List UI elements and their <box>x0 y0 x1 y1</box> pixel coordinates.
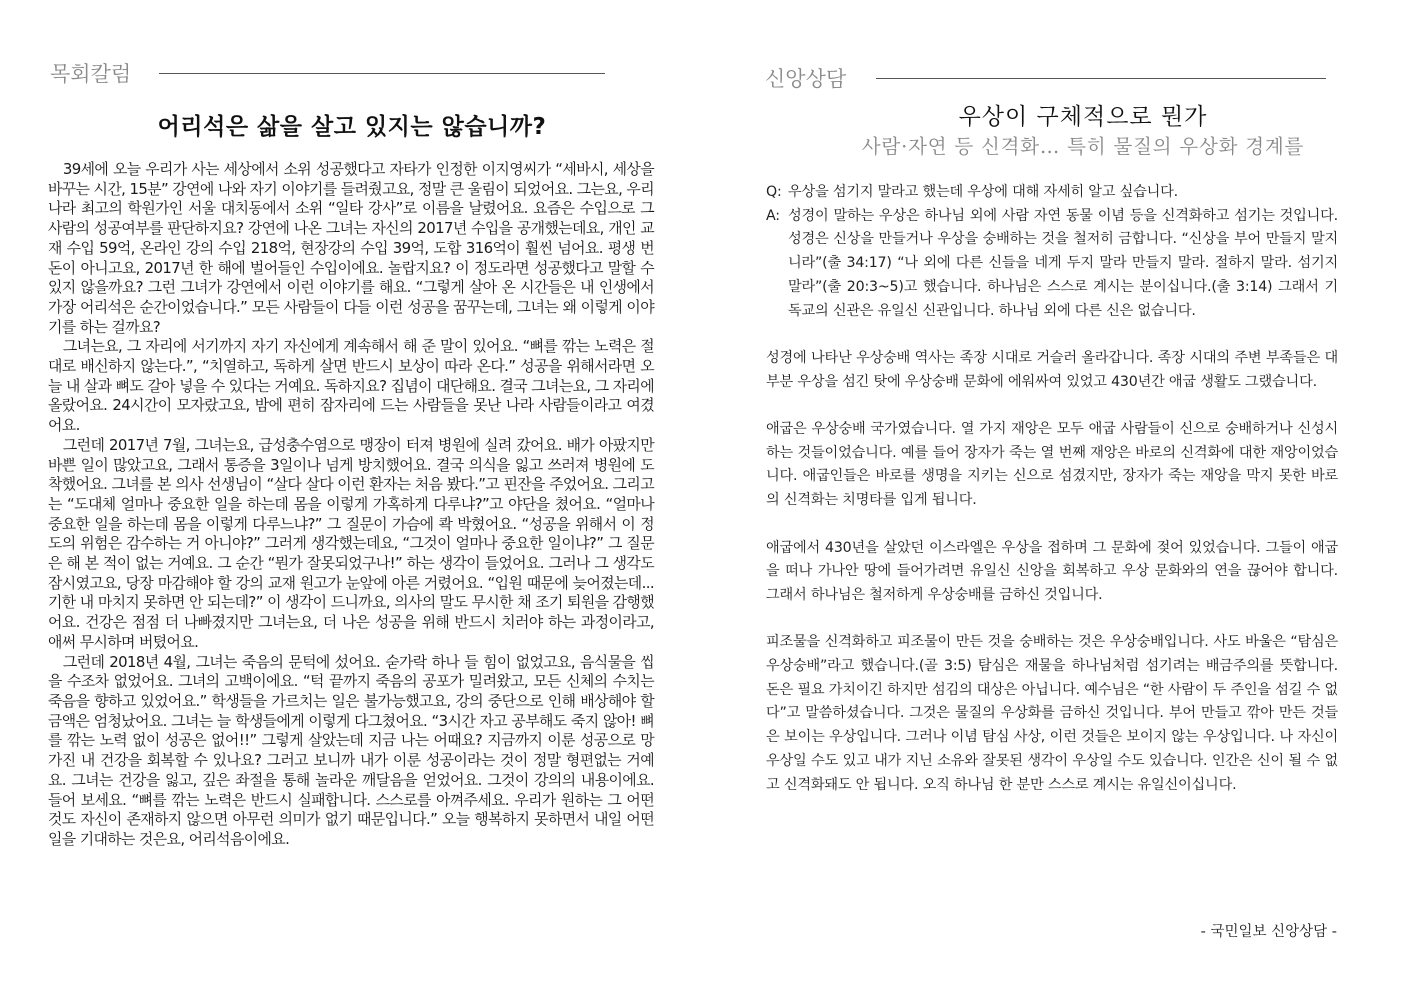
right-article-body <box>766 181 1338 797</box>
left-section-header <box>50 58 605 88</box>
right-paragraph: 애굽은 우상숭배 국가였습니다. 열 가지 재앙은 모두 애굽 사람들이 신으로 숭배하거나 신성시하는 것들이었습니다. 예를 들어 장자가 죽는 열 번째 재앙은 바로의 신격화에 대한 재앙이었습니다. 애굽인들은 바로를 생명을 지키는 신으로 섬겼지만, 장자가 죽는 재앙을 막지 못한 바로의 신격화는 치명타를 입게 됩니다. <box>766 421 1338 509</box>
qa-block <box>766 181 1338 323</box>
question-row <box>766 181 1338 205</box>
answer-text: 성경이 말하는 우상은 하나님 외에 사람 자연 동물 이념 등을 신격화하고 섬기는 것입니다. 성경은 신상을 만들거나 우상을 숭배하는 것을 철저히 금합니다. “신상을 부어 만들지 말지니라”(출 34:17) “나 외에 다른 신들을 네게 두지 말라 만들지 말라. 절하지 말라. 섬기지 말라”(출 20:3~5)고 했습니다. 하나님은 스스로 계시는 분이십니다.(출 3:14) 그래서 기독교의 신관은 유일신 신관입니다. 하나님 외에 다른 신은 없습니다. <box>788 207 1338 319</box>
question-text: 우상을 섬기지 말라고 했는데 우상에 대해 자세히 알고 싶습니다. <box>788 184 1178 200</box>
right-paragraph: 애굽에서 430년을 살았던 이스라엘은 우상을 접하며 그 문화에 젖어 있었습니다. 그들이 애굽을 떠나 가나안 땅에 들어가려면 유일신 신앙을 회복하고 우상 문화와의 연을 끊어야 합니다. 그래서 하나님은 철저하게 우상숭배를 금하신 것입니다. <box>766 539 1338 603</box>
answer-marker: A: <box>766 207 780 224</box>
left-article-body <box>48 160 654 850</box>
right-paragraph: 성경에 나타난 우상숭배 역사는 족장 시대로 거슬러 올라갑니다. 족장 시대의 주변 부족들은 대부분 우상을 섬긴 탓에 우상숭배 문화에 에워싸여 있었고 430년간 애굽 생활도 그랬습니다. <box>766 349 1338 390</box>
right-paragraph: 피조물을 신격화하고 피조물이 만든 것을 숭배하는 것은 우상숭배입니다. 사도 바울은 “탐심은 우상숭배”라고 했습니다.(골 3:5) 탐심은 재물을 하나님처럼 섬기려는 배금주의를 뜻합니다. 돈은 필요 가치이긴 하지만 섬김의 대상은 아닙니다. 예수님은 “한 사람이 두 주인을 섬길 수 없다”고 말씀하셨습니다. 그것은 물질의 우상화를 금하신 것입니다. 부어 만들고 깎아 만든 것들은 보이는 우상입니다. 그러나 이념 탐심 사상, 이런 것들은 보이지 않는 우상입니다. 나 자신이 우상일 수도 있고 내가 지닌 소유와 잘못된 생각이 우상일 수도 있습니다. 인간은 신이 될 수 없고 신격화돼도 안 됩니다. 오직 하나님 한 분만 스스로 계시는 유일신이십니다. <box>766 634 1338 793</box>
left-article-title: 어리석은 삶을 살고 있지는 않습니까? <box>157 114 547 140</box>
right-page <box>702 0 1403 992</box>
left-section-label: 목회칼럼 <box>50 62 132 86</box>
right-section-rule <box>876 78 1326 79</box>
answer-row <box>766 205 1338 324</box>
left-page <box>0 0 700 992</box>
right-article-title: 우상이 구체적으로 뭔가 <box>958 104 1208 130</box>
left-section-rule <box>159 73 605 74</box>
right-section-label: 신앙상담 <box>765 67 847 91</box>
right-section-header <box>765 63 1326 93</box>
left-paragraph: 39세에 오늘 우리가 사는 세상에서 소위 성공했다고 자타가 인정한 이지영씨가 “세바시, 세상을 바꾸는 시간, 15분” 강연에 나와 자기 이야기를 들려줬고요, 정말 큰 울림이 되었어요. 그는요, 우리나라 최고의 학원가인 서울 대치동에서 소위 “일타 강사”로 이름을 날렸어요. 요즘은 수입으로 그 사람의 성공여부를 판단하지요? 강연에 나온 그녀는 자신의 2017년 수입을 공개했는데요, 개인 교재 수입 59억, 온라인 강의 수입 218억, 현장강의 수입 39억, 도합 316억이 훨씬 넘어요. 평생 번 돈이 아니고요, 2017년 한 해에 벌어들인 수입이에요. 놀랍지요? 이 정도라면 성공했다고 말할 수 있지 않을까요? 그런 그녀가 강연에서 이런 이야기를 해요. “그렇게 살아 온 시간들은 내 인생에서 가장 어리석은 순간이었습니다.” 모든 사람들이 다들 이런 성공을 꿈꾸는데, 그녀는 왜 이렇게 이야기를 하는 걸까요? <box>48 160 655 336</box>
signature: - 국민일보 신앙상담 - <box>1200 924 1337 940</box>
right-article-subtitle: 사람·자연 등 신격화… 특히 물질의 우상화 경계를 <box>861 135 1305 158</box>
left-paragraph: 그런데 2017년 7월, 그녀는요, 급성충수염으로 맹장이 터져 병원에 실려 갔어요. 배가 아팠지만 바쁜 일이 많았고요, 그래서 통증을 3일이나 넘게 방치했어요. 결국 의식을 잃고 쓰러져 병원에 도착했어요. 그녀를 본 의사 선생님이 “살다 살다 이런 환자는 처음 봤다.”고 핀잔을 주었어요. 그리고는 “도대체 얼마나 중요한 일을 하는데 몸을 이렇게 가혹하게 다루냐?”고 야단을 쳤어요. “얼마나 중요한 일을 하는데 몸을 이렇게 다루느냐?” 그 질문이 가슴에 콱 박혔어요. “성공을 위해서 이 정도의 위험은 감수하는 거 아니야?” 그러게 생각했는데요, “그것이 얼마나 중요한 일이냐?” 그 질문은 해 본 적이 없는 거예요. 그 순간 “뭔가 잘못되었구나!” 하는 생각이 들었어요. 그러나 그 생각도 잠시였고요, 당장 마감해야 할 강의 교재 원고가 눈앞에 아른 거렸어요. “입원 때문에 늦어졌는데... 기한 내 마치지 못하면 안 되는데?” 이 생각이 드니까요, 의사의 말도 무시한 채 조기 퇴원을 감행했어요. 건강은 점점 더 나빠졌지만 그녀는요, 더 나은 성공을 위해 반드시 치러야 하는 과정이라고, 애써 무시하며 버텼어요. <box>48 435 654 651</box>
left-paragraph: 그녀는요, 그 자리에 서기까지 자기 자신에게 계속해서 해 준 말이 있어요. “뼈를 깎는 노력은 절대로 배신하지 않는다.”, “치열하고, 독하게 살면 반드시 보상이 따라 온다.” 성공을 위해서라면 오늘 내 살과 뼈도 갈아 넣을 수 있다는 거예요. 독하지요? 집념이 대단해요. 결국 그녀는요, 그 자리에 올랐어요. 24시간이 모자랐고요, 밤에 편히 잠자리에 드는 사람들을 못난 나라 사람들이라고 여겼어요. <box>48 337 654 435</box>
left-paragraph: 그런데 2018년 4월, 그녀는 죽음의 문턱에 섰어요. 숟가락 하나 들 힘이 없었고요, 음식물을 씹을 수조차 없었어요. 그녀의 고백이에요. “턱 끝까지 죽음의 공포가 밀려왔고, 모든 신체의 수치는 죽음을 향하고 있었어요.” 학생들을 가르치는 일은 불가능했고요, 강의 중단으로 인해 배상해야 할 금액은 엄청났어요. 그녀는 늘 학생들에게 이렇게 다그쳤어요. “3시간 자고 공부해도 죽지 않아! 뼈를 깎는 노력 없이 성공은 없어!!” 그렇게 살았는데 지금 나는 어때요? 지금까지 이룬 성공으로 망가진 내 건강을 회복할 수 있나요? 그러고 보니까 내가 이룬 성공이라는 것이 정말 형편없는 거예요. 그녀는 건강을 잃고, 깊은 좌절을 통해 놀라운 깨달음을 얻었어요. 그것이 강의의 내용이에요. 들어 보세요. “뼈를 깎는 노력은 반드시 실패합니다. 스스로를 아껴주세요. 우리가 원하는 그 어떤 것도 자신이 존재하지 않으면 아무런 의미가 없기 때문입니다.” 오늘 행복하지 못하면서 내일 어떤 일을 기대하는 것은요, 어리석음이에요. <box>48 652 654 848</box>
question-marker: Q: <box>766 184 782 200</box>
